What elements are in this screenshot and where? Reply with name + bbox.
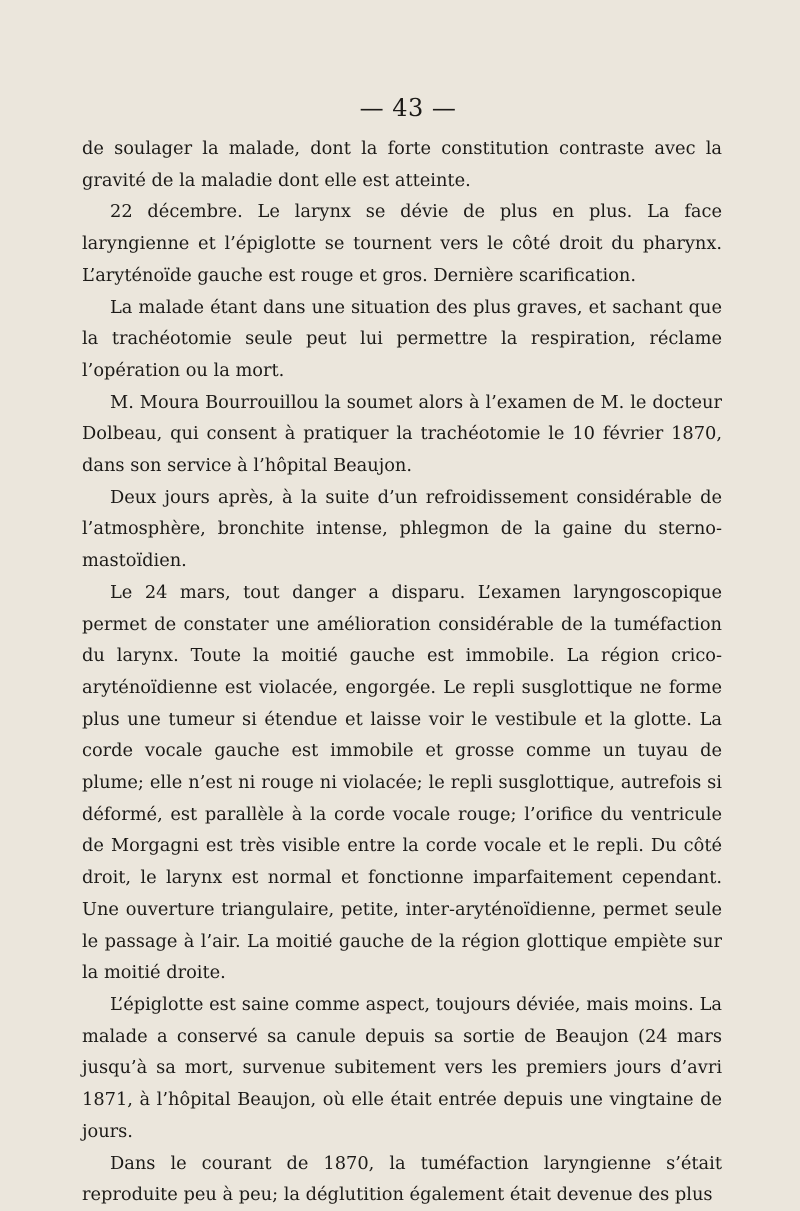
body-text — [82, 133, 722, 1211]
page-number: — 43 — — [359, 94, 457, 122]
paragraph: M. Moura Bourrouillou la soumet alors à l’examen de M. le docteur Dolbeau, qui consent à pratiquer la trachéotomie le 10 février 1870, dans son service à l’hôpital Beaujon. — [82, 391, 722, 477]
paragraph: Le 24 mars, tout danger a disparu. L’examen laryngoscopique permet de constater une amélioration considérable de la tuméfaction du larynx. Toute la moitié gauche est immobile. La région crico-aryténoïdienne est violacée, engorgée. Le repli susglottique ne forme plus une tumeur si étendue et laisse voir le vestibule et la glotte. La corde vocale gauche est immobile et grosse comme un tuyau de plume; elle n’est ni rouge ni violacée; le repli susglottique, autrefois si déformé, est parallèle à la corde vocale rouge; l’orifice du ventricule de Morgagni est très visible entre la corde vocale et le repli. Du côté droit, le larynx est normal et fonctionne imparfaitement cependant. Une ouverture triangulaire, petite, inter-aryténoïdienne, permet seule le passage à l’air. La moitié gauche de la région glottique empiète sur la moitié droite. — [82, 581, 722, 984]
paragraph: 22 décembre. Le larynx se dévie de plus en plus. La face laryngienne et l’épiglotte se tournent vers le côté droit du pharynx. L’aryténoïde gauche est rouge et gros. Dernière scarification. — [82, 201, 722, 286]
paragraph: La malade étant dans une situation des plus graves, et sachant que la trachéotomie seule peut lui permettre la respiration, réclame l’opération ou la mort. — [82, 296, 722, 381]
paragraph: Dans le courant de 1870, la tuméfaction laryngienne s’était reproduite peu à peu; la déglutition également était devenue des plus — [82, 1152, 722, 1206]
paragraph: de soulager la malade, dont la forte constitution contraste avec la gravité de la maladie dont elle est atteinte. — [82, 138, 722, 191]
paragraph: L’épiglotte est saine comme aspect, toujours déviée, mais moins. La malade a conservé sa canule depuis sa sortie de Beaujon (24 mars jusqu’à sa mort, survenue subitement vers les premiers jours d’avri 1871, à l’hôpital Beaujon, où elle était entrée depuis une vingtaine de jours. — [82, 993, 722, 1142]
paragraph: Deux jours après, à la suite d’un refroidissement considérable de l’atmosphère, bronchite intense, phlegmon de la gaine du sterno-mastoïdien. — [82, 486, 722, 572]
